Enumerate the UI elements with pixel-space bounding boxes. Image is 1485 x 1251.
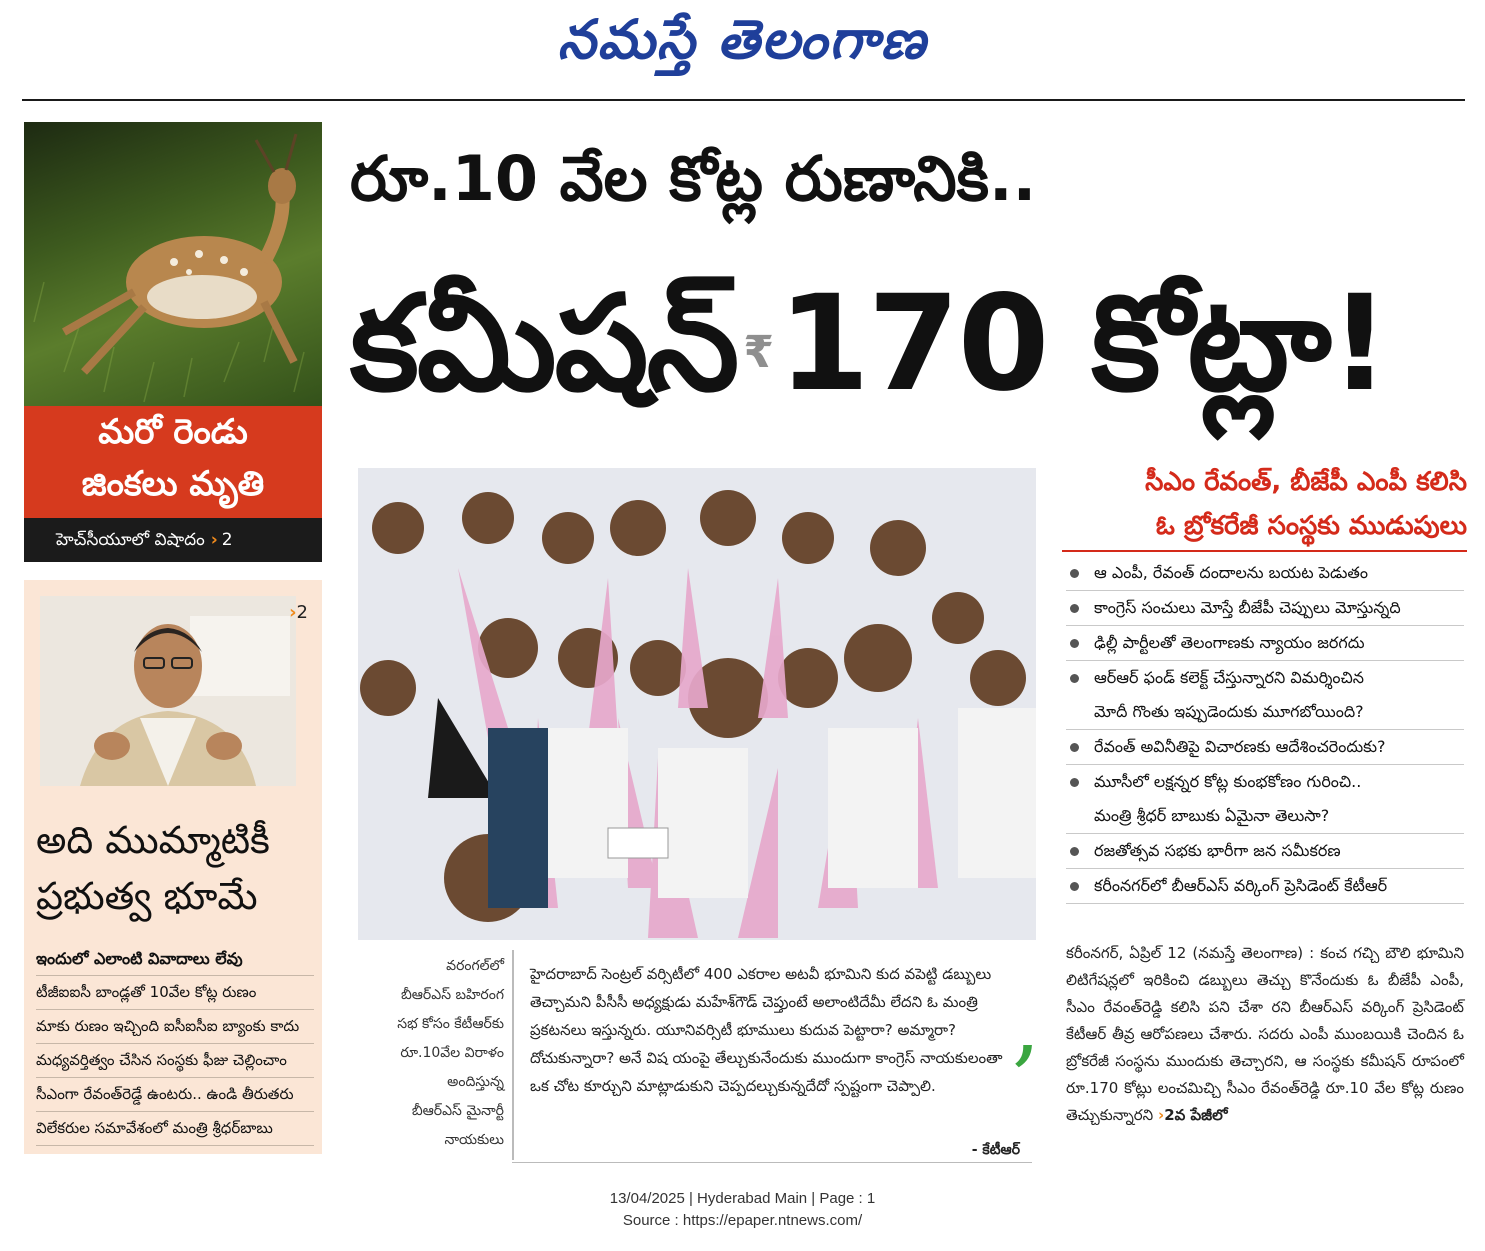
side-point: విలేకరుల సమావేశంలో మంత్రి శ్రీధర్‌బాబు <box>36 1112 314 1146</box>
bullet-item <box>1066 626 1464 661</box>
caption-line: బీఆర్‌ఎస్ మైనార్టీ <box>411 1103 504 1119</box>
main-headline-part2: 170 కోట్లా! <box>777 267 1388 421</box>
bullet-list <box>1066 556 1464 904</box>
bullet-text: కాంగ్రెస్ సంచులు మోస్తే బీజేపీ చెప్పులు మోస్తున్నది <box>1094 598 1401 617</box>
caption-line: బీఆర్‌ఎస్ బహిరంగ <box>400 987 504 1003</box>
quote-mark-icon: , <box>1012 972 1041 1077</box>
bullet-item <box>1066 869 1464 904</box>
caption-line: వరంగల్‌లో <box>446 958 504 974</box>
bullet-item <box>1066 834 1464 869</box>
deer-story-subline[interactable] <box>24 518 322 562</box>
deer-sub-text: హెచ్‌సీయూలో విషాదం <box>56 530 205 550</box>
lead-story <box>1066 940 1464 1129</box>
bullet-text: రేవంత్ అవినీతిపై విచారణకు ఆదేశించరెందుకు? <box>1094 737 1386 756</box>
bullet-text: ఢిల్లీ పార్టీలతో తెలంగాణకు న్యాయం జరగదు <box>1094 633 1365 652</box>
main-headline-part1: కమీషన్ <box>350 267 738 421</box>
footer-edition-info: 13/04/2025 | Hyderabad Main | Page : 1 <box>609 1190 876 1207</box>
footer-source-link[interactable]: Source : https://epaper.ntnews.com/ <box>622 1212 863 1229</box>
headline-kicker: రూ.10 వేల కోట్ల రుణానికి.. <box>350 142 1037 215</box>
bullet-text-line2: మంత్రి శ్రీధర్ బాబుకు ఏమైనా తెలుసా? <box>1094 806 1330 825</box>
bullet-text: కరీంనగర్‌లో బీఆర్‌ఎస్ వర్కింగ్ ప్రెసిడెంట్ కేటీఆర్ <box>1094 876 1388 895</box>
main-photo <box>358 468 1036 940</box>
side-headline <box>36 812 316 924</box>
red-subhead <box>1062 460 1467 548</box>
caption-line: అందిస్తున్న <box>447 1074 504 1090</box>
bullet-text: మూసీలో లక్షన్నర కోట్ల కుంభకోణం గురించి.. <box>1094 772 1362 791</box>
continued-page-link[interactable]: 2వ పేజీలో <box>1164 1106 1228 1124</box>
side-point: సీఎంగా రేవంత్‌రెడ్డే ఉంటరు.. ఉండి తీరుతరు <box>36 1078 314 1112</box>
page-arrow-icon: › <box>210 530 218 550</box>
quote-divider <box>512 950 514 1160</box>
bullet-item <box>1066 591 1464 626</box>
bullet-text-line2: మోదీ గొంతు ఇప్పుడెందుకు మూగబోయింది? <box>1094 702 1364 721</box>
red-subhead-line2: ఓ బ్రోకరేజీ సంస్థకు ముడుపులు <box>1155 511 1467 541</box>
bullet-item <box>1066 730 1464 765</box>
side-point: మధ్యవర్తిత్వం చేసిన సంస్థకు ఫీజు చెల్లించాం <box>36 1044 314 1078</box>
caption-line: నాయకులు <box>444 1132 504 1148</box>
side-story-box <box>24 580 322 1154</box>
deer-story-banner <box>24 406 322 518</box>
minister-portrait <box>40 596 296 786</box>
group-photo-illustration <box>358 468 1036 940</box>
rupee-icon: ₹ <box>743 326 772 378</box>
bullet-text: ఆ ఎంపీ, రేవంత్ దందాలను బయట పెడుతం <box>1094 563 1368 582</box>
deer-page-ref: 2 <box>221 530 233 550</box>
deer-photo <box>24 122 322 406</box>
side-point: టీజీఐఐసీ బాండ్లతో 10వేల కోట్ల రుణం <box>36 976 314 1010</box>
caption-line: రూ.10వేల విరాళం <box>400 1045 504 1061</box>
masthead-rule <box>22 99 1465 101</box>
side-point: ఇందులో ఎలాంటి వివాదాలు లేవు <box>36 942 314 976</box>
portrait-illustration <box>40 596 296 786</box>
caption-line: సభ కోసం కేటీఆర్‌కు <box>397 1016 504 1032</box>
continued-arrow-icon[interactable]: › <box>1158 1106 1165 1124</box>
deer-illustration <box>24 122 322 406</box>
quote-bottom-rule <box>512 1162 1032 1163</box>
side-page-ref[interactable] <box>289 602 308 623</box>
deer-banner-line1: మరో రెండు <box>98 412 248 452</box>
bullet-item <box>1066 765 1464 834</box>
side-headline-line2: ప్రభుత్వ భూమే <box>36 874 258 918</box>
masthead <box>0 4 1485 74</box>
main-headline <box>350 234 1460 463</box>
page-footer <box>0 1188 1485 1232</box>
page-arrow-icon: › <box>289 602 297 623</box>
quote-box: హైదరాబాద్ సెంట్రల్ వర్సిటీలో 400 ఎకరాల అటవీ భూమిని కుద వపెట్టి డబ్బులు తెచ్చామని పీసీసీ అధ్యక్షుడు మహేశ్‌గౌడ్ చెప్తుంటే అలాంటిదేమీ లేదని ఓ మంత్రి ప్రకటనలు ఇస్తున్నరు. యూనివర్సిటీ భూములు కుదువ పెట్టారా? అమ్మారా? దోచుకున్నారా? అనే విష యంపై తేల్చుకునేందుకు ముందుగా కాంగ్రెస్ నాయకులంతా ఒక చోట కూర్చుని మాట్లాడుకుని చెప్పదల్చుకున్నదేదో స్పష్టంగా చెప్పాలి. <box>530 965 1003 1095</box>
deer-banner-line2: జింకలు మృతి <box>81 464 265 504</box>
bullet-text: రజతోత్సవ సభకు భారీగా జన సమీకరణ <box>1094 841 1341 860</box>
bullet-item <box>1066 556 1464 591</box>
quote-attribution: - కేటీఆర్ <box>971 1142 1020 1158</box>
red-subhead-line1: సీఎం రేవంత్, బీజేపీ ఎంపీ కలిసి <box>1145 467 1467 497</box>
side-point: మాకు రుణం ఇచ్చింది ఐసీఐసీఐ బ్యాంకు కాదు <box>36 1010 314 1044</box>
newspaper-name: నమస్తే తెలంగాణ <box>557 7 928 71</box>
bullet-item <box>1066 661 1464 730</box>
side-page-number: 2 <box>296 602 308 623</box>
photo-caption <box>352 952 504 1155</box>
bullet-text: ఆర్‌ఆర్ ఫండ్ కలెక్ట్ చేస్తున్నారని విమర్శించిన <box>1094 668 1365 687</box>
side-points-list <box>36 942 314 1146</box>
lead-story-text: కరీంనగర్, ఏప్రిల్ 12 (నమస్తే తెలంగాణ) : కంచ గచ్చి బౌలి భూమిని లిటిగేషన్లలో ఇరికించి డబ్బులు తెచ్చు కొనేందుకు ఓ బీజేపీ ఎంపీ, సీఎం రేవంత్‌రెడ్డి కలిసి పని చేశా రని బీఆర్‌ఎస్ వర్కింగ్ ప్రెసిడెంట్ కేటీఆర్ తీవ్ర ఆరోపణలు చేశారు. సదరు ఎంపీ ముంబయికి చెందిన ఓ బ్రోకరేజీ సంస్థను ముందుకు తెచ్చారని, ఆ సంస్థకు కమీషన్ రూపంలో రూ.170 కోట్లు లంచమిచ్చి సీఎం రేవంత్‌రెడ్డి రూ.10 వేల కోట్ల రుణం తెచ్చుకున్నారని <box>1066 944 1464 1124</box>
red-subhead-rule <box>1062 550 1467 552</box>
side-headline-line1: అది ముమ్మాటికీ <box>36 818 270 862</box>
